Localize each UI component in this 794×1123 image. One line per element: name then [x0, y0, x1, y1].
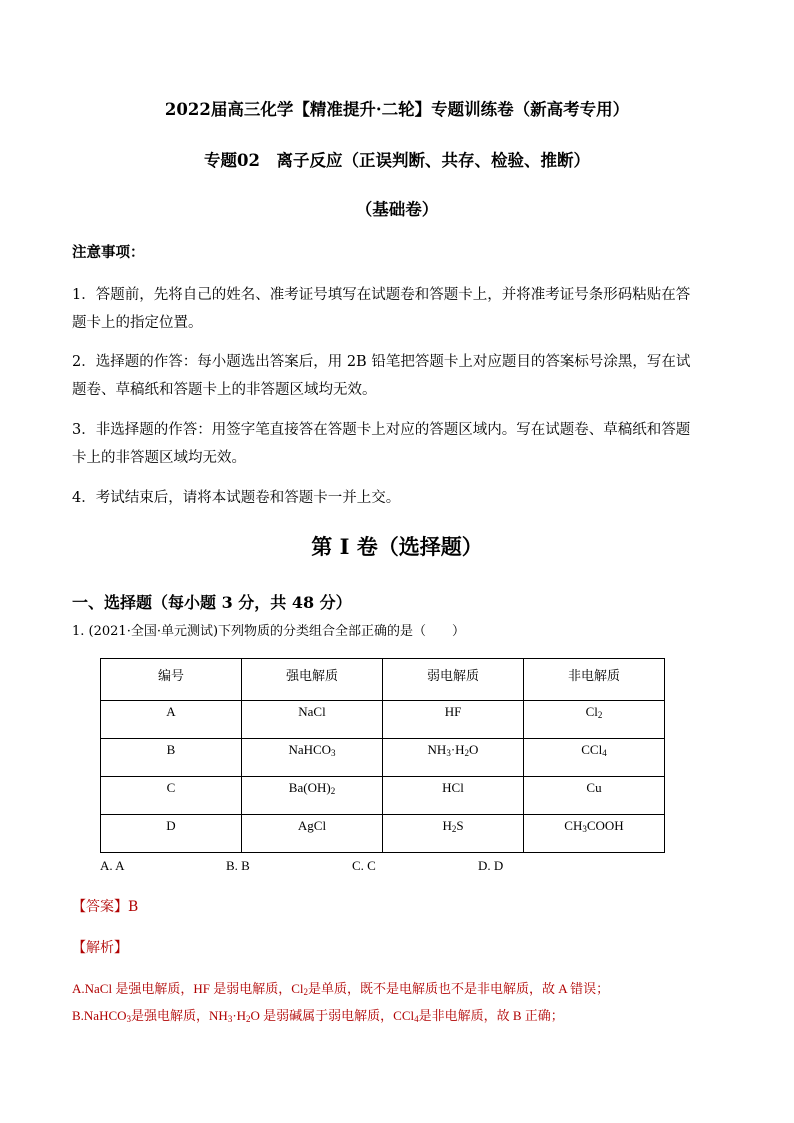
notice-item-3-line1: 3．非选择题的作答：用签字笔直接答在答题卡上对应的答题区域内。写在试题卷、草稿纸和答题: [72, 422, 691, 438]
notice-item-4-line1: 4．考试结束后，请将本试题卷和答题卡一并上交。: [72, 490, 401, 506]
formula-text: COOH: [586, 818, 624, 833]
table-cell: C: [101, 777, 242, 815]
formula-text: Ba(OH): [288, 780, 331, 795]
formula-text: S: [456, 818, 464, 833]
table-cell: Cu: [524, 777, 665, 815]
analysis-text: B.NaHCO: [72, 1008, 127, 1023]
table-header-row: [101, 659, 665, 701]
table-header-cell: 非电解质: [524, 659, 665, 701]
formula-subscript: 2: [330, 786, 336, 796]
section-heading: 一、选择题（每小题 3 分，共 48 分）: [72, 593, 352, 612]
option-b[interactable]: B. B: [226, 858, 250, 873]
question-stem: 1. (2021·全国·单元测试)下列物质的分类组合全部正确的是（ ）: [72, 624, 466, 639]
formula-subscript: 3: [446, 748, 451, 758]
table-header-cell: 弱电解质: [383, 659, 524, 701]
table-cell: HF: [383, 701, 524, 739]
notice-heading: 注意事项：: [72, 244, 145, 261]
table-cell: B: [101, 739, 242, 777]
table-cell: A: [101, 701, 242, 739]
formula-text: H: [442, 818, 452, 833]
table-header-cell: 编号: [101, 659, 242, 701]
classification-table: [100, 658, 665, 853]
notice-item-1-line1: 1．答题前，先将自己的姓名、准考证号填写在试题卷和答题卡上，并将准考证号条形码粘贴在答: [72, 287, 691, 303]
formula-subscript: 2: [451, 824, 457, 834]
table-row: [101, 815, 665, 853]
answer-label: 【答案】B: [72, 899, 139, 915]
option-d[interactable]: D. D: [478, 858, 504, 873]
analysis-text: 是非电解质，故 B 正确；: [418, 1008, 564, 1023]
table-header-cell: 强电解质: [242, 659, 383, 701]
formula-text: Cl: [585, 704, 598, 719]
table-cell: NaCl: [242, 701, 383, 739]
formula-subscript: 3: [126, 1014, 132, 1024]
formula-subscript: 4: [602, 748, 607, 758]
table-cell: [242, 739, 383, 777]
notice-item-3-line2: 卡上的非答题区域均无效。: [72, 450, 246, 466]
formula-text: CCl: [581, 742, 603, 757]
table-cell: HCl: [383, 777, 524, 815]
table-cell: [242, 777, 383, 815]
analysis-text: 是单质，既不是电解质也不是非电解质，故 A 错误；: [307, 981, 610, 996]
document-subtitle: 专题02 离子反应（正误判断、共存、检验、推断）: [204, 151, 590, 170]
table-cell: D: [101, 815, 242, 853]
formula-subscript: 4: [414, 1014, 419, 1024]
table-row: [101, 701, 665, 739]
table-row: [101, 739, 665, 777]
table-row: [101, 777, 665, 815]
notice-item-2-line1: 2．选择题的作答：每小题选出答案后，用 2B 铅笔把答题卡上对应题目的答案标号涂黑，写在试: [72, 354, 691, 370]
difficulty-level: （基础卷）: [355, 200, 439, 219]
analysis-line-b: [72, 1005, 564, 1024]
formula-text: CH: [564, 818, 583, 833]
formula-subscript: 2: [464, 748, 470, 758]
formula-text: NaHCO: [288, 742, 332, 757]
analysis-text: A.NaCl 是强电解质，HF 是弱电解质，Cl: [72, 981, 304, 996]
table-cell: [524, 739, 665, 777]
analysis-text: O 是弱碱属于弱电解质，CCl: [250, 1008, 415, 1023]
document-title: 2022届高三化学【精准提升·二轮】专题训练卷（新高考专用）: [164, 100, 630, 119]
option-a[interactable]: A. A: [100, 858, 125, 873]
analysis-line-a: [72, 978, 609, 997]
analysis-label: 【解析】: [72, 940, 128, 956]
formula-text: ·H: [450, 742, 465, 757]
formula-subscript: 2: [303, 987, 308, 997]
table-cell: [383, 739, 524, 777]
formula-subscript: 3: [331, 748, 336, 758]
formula-subscript: 2: [246, 1014, 251, 1024]
analysis-text: ·H: [232, 1008, 247, 1023]
formula-subscript: 2: [597, 710, 603, 720]
option-c[interactable]: C. C: [352, 858, 376, 873]
analysis-text: 是强电解质，NH: [131, 1008, 228, 1023]
formula-subscript: 3: [582, 824, 587, 834]
table-cell: [524, 701, 665, 739]
part-title: 第 I 卷（选择题）: [311, 534, 483, 559]
formula-text: O: [469, 742, 479, 757]
table-cell: [524, 815, 665, 853]
notice-item-2-line2: 题卷、草稿纸和答题卡上的非答题区域均无效。: [72, 382, 377, 398]
formula-text: NH: [427, 742, 447, 757]
formula-subscript: 3: [227, 1014, 233, 1024]
table-cell: AgCl: [242, 815, 383, 853]
table-cell: [383, 815, 524, 853]
notice-item-1-line2: 题卡上的指定位置。: [72, 315, 203, 331]
